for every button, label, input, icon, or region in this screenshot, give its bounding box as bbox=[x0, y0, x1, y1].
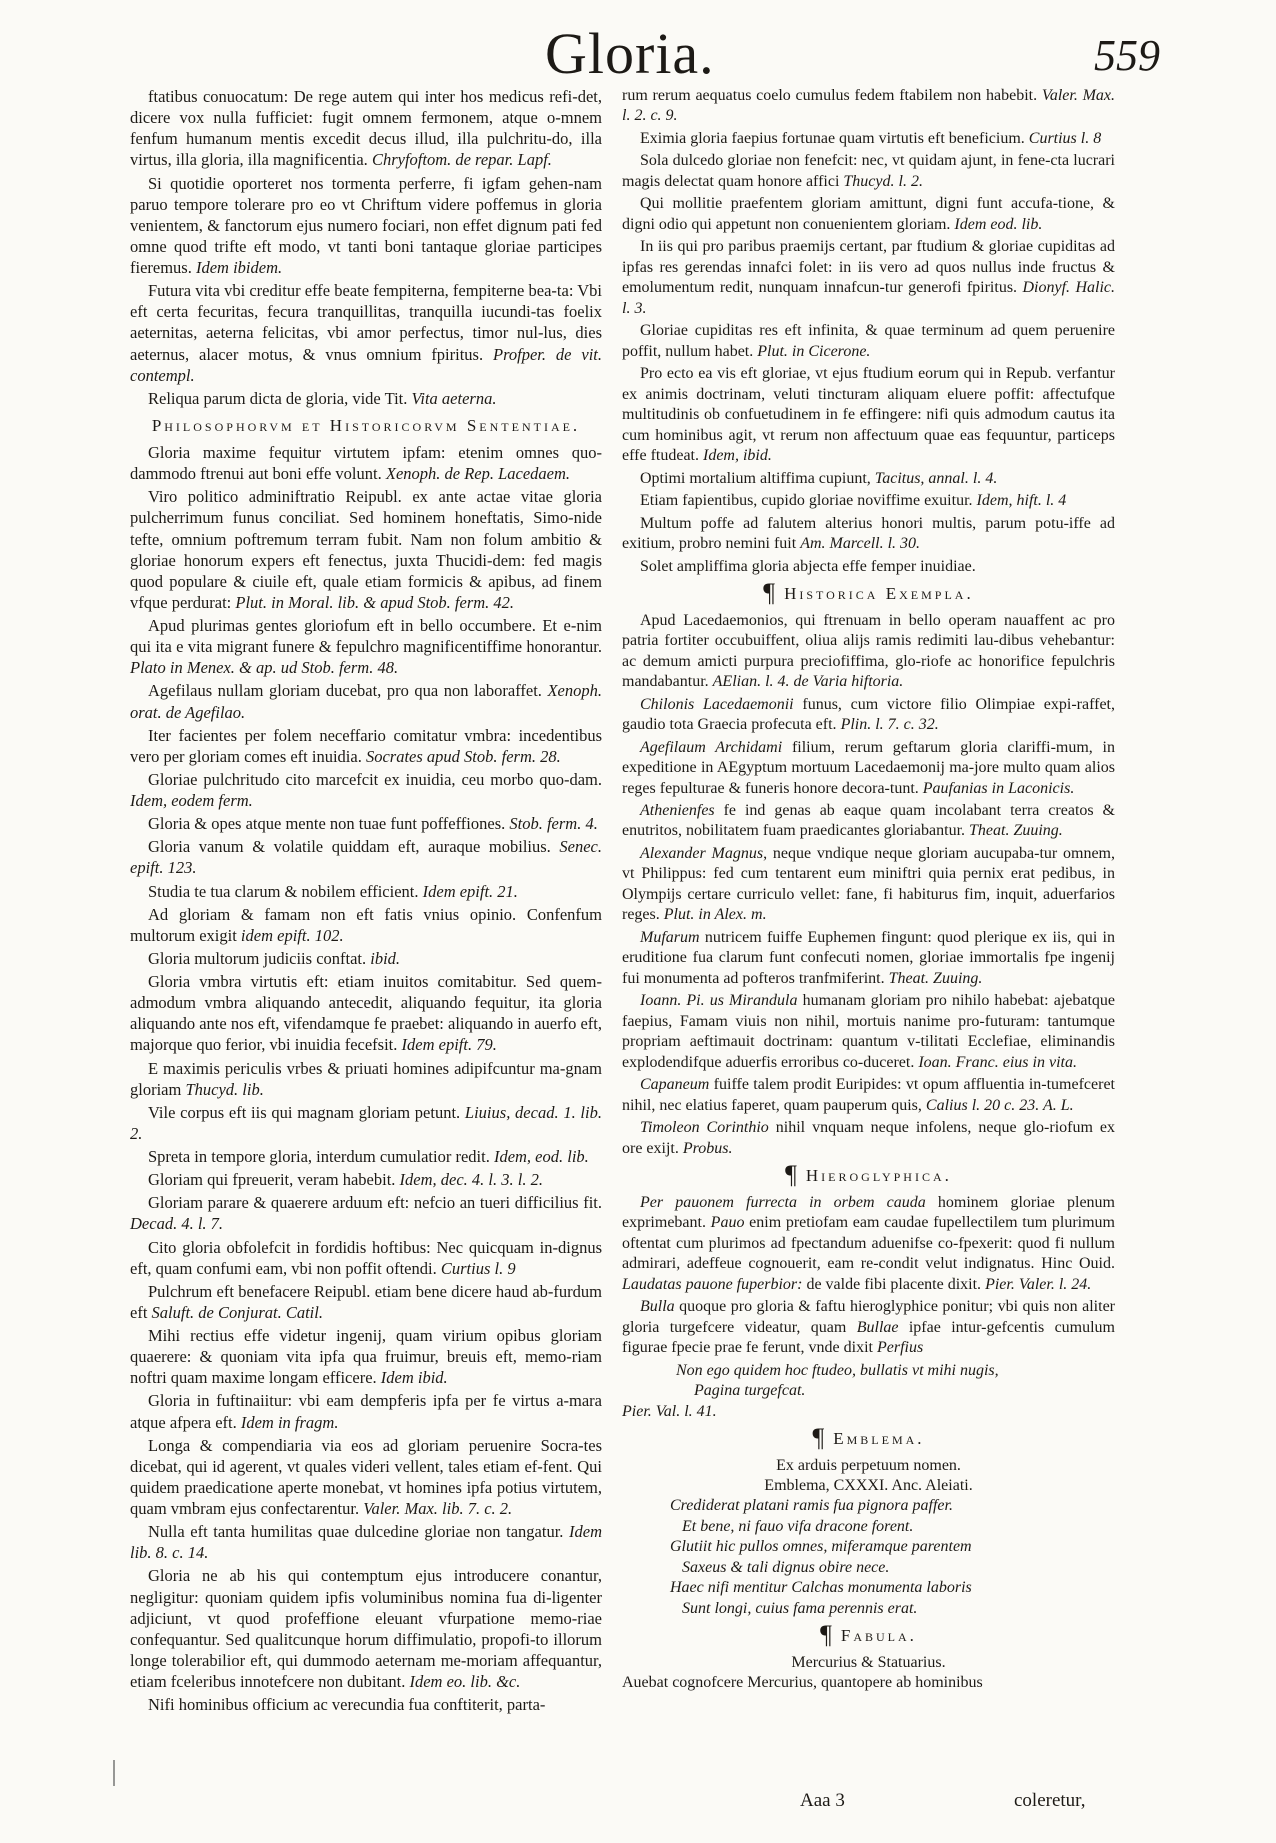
paragraph bbox=[622, 151, 1115, 192]
paragraph-text: de valde fibi placente dixit. bbox=[802, 1275, 986, 1293]
pilcrow-icon: ¶ bbox=[763, 578, 779, 608]
verse-line: Sunt longi, cuius fama perennis erat. bbox=[682, 1599, 918, 1617]
source-citation: Pauo bbox=[710, 1214, 745, 1232]
section-heading bbox=[130, 415, 602, 436]
source-citation: Idem ibid. bbox=[380, 1368, 448, 1388]
section-heading-text: Historica Exempla. bbox=[784, 584, 974, 604]
paragraph bbox=[130, 486, 602, 613]
source-citation: Stob. ferm. 4. bbox=[509, 814, 598, 834]
paragraph bbox=[130, 1058, 602, 1100]
pilcrow-icon: ¶ bbox=[785, 1160, 800, 1190]
source-citation: Senec. epift. 123. bbox=[130, 837, 602, 878]
paragraph-text: Gloriae pulchritudo cito marcefcit ex inuidia, ceu morbo quo-dam. bbox=[148, 769, 602, 789]
paragraph-text: E maximis periculis vrbes & priuati homines adipifcuntur ma-gnam gloriam bbox=[130, 1058, 602, 1099]
centered-line: Mercurius & Statuarius. bbox=[791, 1653, 946, 1671]
paragraph bbox=[130, 280, 602, 386]
source-citation: Curtius l. 8 bbox=[1028, 129, 1102, 147]
italic-name: Chilonis Lacedaemonii bbox=[640, 695, 794, 713]
paragraph bbox=[130, 813, 602, 834]
paragraph-text: fe ind genas ab eaque quam incolabant terra creatos & enutritos, nobilitatem fuam praedicantes gloriabantur. bbox=[622, 801, 1115, 840]
paragraph bbox=[622, 514, 1115, 555]
paragraph bbox=[622, 1193, 1115, 1295]
paragraph-text: Multum poffe ad falutem alterius honori multis, parum potu-iffe ad exitium, probro nemini fuit bbox=[622, 514, 1115, 553]
paragraph-text: nihil vnquam neque infolens, neque glo-riofum ex ore exijt. bbox=[622, 1119, 1115, 1157]
pilcrow-icon: ¶ bbox=[820, 1620, 835, 1650]
source-citation: Ioan. Franc. eius in vita. bbox=[918, 1053, 1077, 1071]
italic-name: Capaneum bbox=[640, 1076, 710, 1094]
source-citation: Calius l. 20 c. 23. A. L. bbox=[925, 1096, 1074, 1114]
paragraph bbox=[622, 194, 1115, 235]
paragraph bbox=[622, 129, 1115, 149]
source-citation: Idem, eod. lib. bbox=[493, 1147, 589, 1166]
source-citation: Dionyf. Halic. l. 3. bbox=[622, 279, 1116, 317]
source-citation: Xenoph. orat. de Agefilao. bbox=[130, 681, 602, 722]
paragraph-text: , neque vndique neque gloriam aucupaba-tur omnem, vt Philippus: fed cum tentarent eum miniftri quia pernix erat pedibus, in Olympijs certare curriculo vellet: fane, fi habiturus fim, inquit, aduerfarios reges. bbox=[622, 844, 1115, 924]
paragraph bbox=[130, 1325, 602, 1388]
source-citation: Idem ibidem. bbox=[195, 258, 283, 277]
paragraph bbox=[622, 1673, 1115, 1693]
paragraph-text: Gloriam qui fpreuerit, veram habebit. bbox=[148, 1170, 400, 1190]
paragraph-text: Solet ampliffima gloria abjecta effe femper inuidiae. bbox=[640, 557, 976, 575]
source-citation: Plut. in Alex. m. bbox=[663, 906, 767, 924]
paragraph bbox=[622, 1118, 1115, 1159]
source-citation: Idem lib. 8. c. 14. bbox=[130, 1522, 602, 1563]
source-citation: Tacitus, annal. l. 4. bbox=[874, 469, 998, 487]
source-citation: Paufanias in Laconicis. bbox=[922, 779, 1075, 797]
paragraph bbox=[130, 725, 602, 767]
paragraph bbox=[130, 388, 602, 409]
source-citation: Idem in fragm. bbox=[240, 1412, 339, 1432]
paragraph bbox=[130, 173, 602, 279]
italic-name: Bulla bbox=[640, 1298, 675, 1316]
source-citation: Thucyd. lib. bbox=[185, 1079, 264, 1099]
source-citation: Valer. Max. l. 2. c. 9. bbox=[622, 87, 1115, 125]
paragraph-text: Spreta in tempore gloria, interdum cumulatior redit. bbox=[148, 1147, 494, 1166]
paragraph-text: quoque pro gloria & faftu hieroglyphice ponitur; vbi quis non aliter gloria turgefcere videatur, quam bbox=[622, 1298, 1115, 1336]
paragraph-text: Cito gloria obfolefcit in fordidis hoftibus: Nec quicquam in-dignus eft, quam confumi eam, vbi non poffit oftendi. bbox=[130, 1237, 602, 1278]
paragraph-text: Gloria maxime fequitur virtutem ipfam: etenim omnes quo-dammodo ftrenui aut boni effe volunt. bbox=[130, 443, 602, 484]
paragraph bbox=[130, 1146, 602, 1167]
source-citation: Vita aeterna. bbox=[411, 388, 497, 408]
source-citation: Plut. in Moral. lib. & apud Stob. ferm. 42. bbox=[235, 592, 515, 612]
paragraph-text: Pro ecto ea vis eft gloriae, vt ejus ftudium eorum qui in Repub. verfantur ex animis doctrinam, veluti tincturam aliquam eluere poffit: affectufque multitudinis ob confuetudinem in fe effingere: nifi quis admodum cautus ita cum hominibus agit, vt rerum non affectuum quae eas fequuntur, particeps effe ftudeat. bbox=[622, 365, 1115, 465]
paragraph-text: ipfae intur-gefcentis cumulum figurae fpecie prae fe ferunt, vnde dixit bbox=[622, 1318, 1116, 1357]
paragraph-text: Studia te tua clarum & nobilem efficient. bbox=[148, 881, 423, 901]
paragraph-text: Gloria ne ab his qui contemptum ejus introducere conantur, negligitur: quoniam quidem ipfis voluminibus nomina fua di-ligenter adjiciunt, vt quod profeffione eleuant vfurpatione memo-riae confequantur. Sed qualitcunque horum diffimulatio, propofi-to illorum longe tolerabilior eft, qui dummodo aeternam me-moriam affequantur, etiam fceleribus innotefcere non dubitant. bbox=[130, 1566, 602, 1691]
paragraph-text: Nifi hominibus officium ac verecundia fua conftiterit, parta- bbox=[148, 1695, 546, 1715]
paragraph-text: Pulchrum eft benefacere Reipubl. etiam bene dicere haud ab-furdum eft bbox=[130, 1281, 602, 1322]
paragraph-text: filium, rerum geftarum gloria clariffi-mum, in expeditione in AEgyptum mortuum Lacedaemonij ma-jore multo quam alios reges fepulturae & funeris honore decora-tunt. bbox=[622, 738, 1115, 797]
paragraph bbox=[130, 1435, 602, 1520]
paragraph-text: Vile corpus eft iis qui magnam gloriam petunt. bbox=[148, 1102, 465, 1122]
section-heading-text: Hieroglyphica. bbox=[805, 1166, 952, 1186]
paragraph bbox=[622, 364, 1115, 466]
paragraph bbox=[130, 836, 602, 878]
paragraph-text: In iis qui pro paribus praemijs certant, par ftudium & gloriae cupiditas ad ipfas res gerendas innafci folet: in iis vero ad quos nullus inde fructus & emolumentum redit, nunquam innafcun-tur generofi fpiritus. bbox=[622, 238, 1115, 297]
paragraph bbox=[130, 1102, 602, 1144]
italic-name: Agefilaum Archidami bbox=[640, 738, 783, 756]
paragraph bbox=[130, 86, 602, 171]
section-heading bbox=[622, 1160, 1115, 1190]
source-citation: ibid. bbox=[370, 948, 401, 968]
source-citation: Bullae bbox=[856, 1318, 899, 1336]
margin-ink-speck bbox=[112, 1758, 116, 1788]
source-citation: Perfius bbox=[876, 1339, 924, 1357]
source-citation: Laudatas pauone fuperbior: bbox=[622, 1275, 803, 1293]
paragraph bbox=[622, 801, 1115, 842]
paragraph-text: Apud Lacedaemonios, qui ftrenuam in bello operam nauaffent ac pro patria fortiter occubuiffent, oliua alijs ramis redimiti lau-dibus vehebantur: ac demum amicti purpura preciofiffima, glo-riofe ac honorifice fepulchris mandabantur. bbox=[622, 611, 1115, 691]
pilcrow-icon: ¶ bbox=[812, 1423, 828, 1453]
source-citation: Theat. Zuuing. bbox=[888, 969, 983, 987]
paragraph bbox=[130, 1694, 602, 1715]
source-citation: Idem epift. 21. bbox=[422, 881, 518, 901]
paragraph-text: Agefilaus nullam gloriam ducebat, pro qua non laboraffet. bbox=[148, 681, 548, 701]
paragraph bbox=[130, 680, 602, 722]
paragraph-text: Gloria multorum judiciis conftat. bbox=[148, 948, 371, 968]
paragraph-text: Ad gloriam & famam non eft fatis vnius opinio. Confenfum multorum exigit bbox=[130, 904, 602, 945]
source-citation: Thucyd. l. 2. bbox=[843, 172, 923, 190]
paragraph bbox=[130, 971, 602, 1056]
paragraph bbox=[130, 1281, 602, 1323]
paragraph bbox=[130, 904, 602, 946]
section-heading bbox=[622, 1423, 1115, 1453]
paragraph bbox=[622, 738, 1115, 799]
source-citation: Theat. Zuuing. bbox=[969, 822, 1063, 840]
source-citation: Liuius, decad. 1. lib. 2. bbox=[130, 1102, 602, 1143]
paragraph-text: Gloriam parare & quaerere arduum eft: nefcio an tueri difficilius fit. bbox=[148, 1193, 602, 1213]
paragraph bbox=[622, 1402, 1115, 1422]
paragraph-text: Optimi mortalium altiffima cupiunt, bbox=[640, 469, 875, 487]
paragraph bbox=[622, 237, 1115, 319]
verse-line: Saxeus & tali dignus obire nece. bbox=[682, 1558, 890, 1576]
paragraph bbox=[130, 1565, 602, 1692]
paragraph-text: rum rerum aequatus coelo cumulus fedem ftabilem non habebit. bbox=[622, 87, 1042, 104]
paragraph-text: Gloria vanum & volatile quiddam eft, auraque mobilius. bbox=[148, 837, 560, 857]
paragraph bbox=[130, 442, 602, 484]
source-citation: Valer. Max. lib. 7. c. 2. bbox=[363, 1499, 513, 1518]
italic-name: Timoleon Corinthio bbox=[640, 1119, 769, 1137]
paragraph-text: funus, cum victore filio Olimpiae expi-raffet, gaudio tota Graecia profecuta eft. bbox=[622, 695, 1115, 734]
paragraph-text: Eximia gloria faepius fortunae quam virtutis eft beneficium. bbox=[640, 129, 1029, 147]
source-citation: Plin. l. 7. c. 32. bbox=[840, 716, 939, 734]
centered-line: Emblema, CXXXI. Anc. Aleiati. bbox=[764, 1477, 973, 1494]
source-citation: Decad. 4. l. 7. bbox=[130, 1214, 224, 1234]
quoted-verse-line: Pagina turgefcat. bbox=[694, 1382, 806, 1400]
italic-name: Ioann. Pi. us Mirandula bbox=[640, 992, 798, 1010]
paragraph bbox=[130, 1237, 602, 1279]
paragraph-text: ftatibus conuocatum: De rege autem qui inter hos medicus refi-det, dicere vox nulla fufficiet: fugit omnem fermonem, atque o-mnem fenfum humanum mentis excedit decus illud, illa pulchritu-do, illa virtus, illa gloria, illa magnificentia. bbox=[130, 87, 602, 170]
italic-name: Athenienfes bbox=[640, 801, 715, 819]
signature-mark: Aaa 3 bbox=[800, 1790, 845, 1811]
source-citation: Idem, hift. l. 4 bbox=[976, 492, 1067, 510]
right-column bbox=[622, 86, 1115, 1696]
source-citation: Plut. in Cicerone. bbox=[757, 342, 871, 360]
paragraph-text: enim pretiofam eam caudae fupellectilem tum plurimum oftentat cum plurimos ad fpectandum aduenifse co-fpexerit: quod fi nullum admirari, adeffeue cognouerit, eam re-condit velut indignatus. Hinc Ouid. bbox=[622, 1214, 1115, 1273]
italic-name: Alexander Magnus bbox=[640, 844, 764, 862]
source-citation: Idem eod. lib. bbox=[954, 215, 1043, 233]
paragraph-text: Viro politico adminiftratio Reipubl. ex ante actae vitae gloria pulcherrimum funus conciliat. Sed hominem honeftatis, Simo-nide tefte, omnium poftremum terram fubit. Nam non folum ambitio & gloriae honorum expers eft fenectus, juxta Thucidi-dem: fed magis quod populare & ciuile eft, quale etiam formicis & apibus, ad finem vfque perdurat: bbox=[130, 487, 602, 612]
source-citation: Idem, eodem ferm. bbox=[130, 791, 253, 810]
paragraph-text: Gloriae cupiditas res eft infinita, & quae terminum ad quem peruenire poffit, nullum habet. bbox=[622, 322, 1115, 360]
paragraph bbox=[622, 928, 1115, 989]
paragraph-text: Longa & compendiaria via eos ad gloriam peruenire Socra-tes dicebat, qui id agerent, vt quales videri vellent, tales etiam ef-fent. Qui quidem praedicatione aperte monebat, vt homines ipfa potius virtutem, quam vmbram ejus confectarentur. bbox=[130, 1435, 602, 1518]
page-footer bbox=[0, 1790, 1276, 1820]
source-citation: Saluft. de Conjurat. Catil. bbox=[151, 1302, 323, 1322]
paragraph-text: Futura vita vbi creditur effe beate fempiterna, fempiterne bea-ta: Vbi eft certa fecuritas, fecura tranquillitas, tranquilla iucundi-tas foelix aeternitas, aeterna felicitas, vbi amor perfectus, timor nul-lus, dies aeternus, alacer motus, & vnus omnium fpiritus. bbox=[130, 281, 602, 364]
page-number: 559 bbox=[1094, 31, 1160, 80]
centered-line: Ex arduis perpetuum nomen. bbox=[776, 1456, 961, 1474]
paragraph-text: Gloria in fuftinaiitur: vbi eam dempferis ipfa per fe virtus a-mara atque afpera eft. bbox=[130, 1391, 602, 1432]
source-citation: Pier. Val. l. 41. bbox=[622, 1402, 717, 1420]
verse-line: Crediderat platani ramis fua pignora paffer. bbox=[670, 1497, 953, 1515]
paragraph bbox=[622, 1075, 1115, 1116]
paragraph-text: hominem gloriae plenum exprimebant. bbox=[622, 1193, 1115, 1232]
paragraph-text: Auebat cognofcere Mercurius, quantopere ab hominibus bbox=[622, 1674, 983, 1692]
source-citation: Am. Marcell. l. 30. bbox=[800, 535, 921, 553]
source-citation: Idem epift. 79. bbox=[401, 1035, 497, 1055]
source-citation: Idem, ibid. bbox=[703, 447, 772, 465]
paragraph-text: Reliqua parum dicta de gloria, vide Tit. bbox=[148, 388, 412, 408]
paragraph-text: Si quotidie oporteret nos tormenta perferre, fi igfam gehen-nam paruo tempore tolerare pro eo vt Chriftum videre poffemus in gloria venientem, & fanctorum ejus numero fociari, non effet dignum pati fed omne quod trifte eft modo, vt tanti boni tantaque gloriae participes fieremus. bbox=[130, 173, 602, 277]
paragraph-text: nutricem fuiffe Euphemen fingunt: quod plerique ex iis, qui in eruditione fua clarum funt confecuti nomen, gloriae immortalis fpe ingenij fui monumenta ad pofteros tranfmiferint. bbox=[622, 928, 1115, 987]
paragraph bbox=[622, 991, 1115, 1073]
paragraph-text: Apud plurimas gentes gloriofum eft in bello occumbere. Et e-nim qui ita e vita migrant funere & fepulchro magnificentiffime honorantur. bbox=[130, 616, 602, 657]
italic-name: Mufarum bbox=[640, 928, 700, 946]
paragraph bbox=[130, 948, 602, 969]
verse-line: Glutiit hic pullos omnes, miferamque parentem bbox=[670, 1538, 972, 1556]
verse-line: Et bene, ni fauo vifa dracone forent. bbox=[682, 1517, 914, 1535]
paragraph-text: Gloria & opes atque mente non tuae funt poffeffiones. bbox=[148, 814, 510, 834]
quoted-verse-line: Non ego quidem hoc ftudeo, bullatis vt mihi nugis, bbox=[676, 1361, 999, 1379]
paragraph bbox=[130, 1390, 602, 1432]
catchword: coleretur, bbox=[1014, 1790, 1086, 1811]
paragraph bbox=[622, 844, 1115, 926]
source-citation: Curtius l. 9 bbox=[440, 1258, 516, 1278]
paragraph-text: Nulla eft tanta humilitas quae dulcedine gloriae non tangatur. bbox=[148, 1522, 570, 1542]
section-heading bbox=[622, 578, 1115, 608]
source-citation: Pier. Valer. l. 24. bbox=[985, 1275, 1092, 1293]
italic-name: Per pauonem furrecta in orbem cauda bbox=[640, 1193, 926, 1211]
source-citation: AElian. l. 4. de Varia hiftoria. bbox=[712, 673, 904, 691]
paragraph bbox=[130, 769, 602, 811]
paragraph bbox=[622, 695, 1115, 736]
running-head bbox=[0, 18, 1276, 90]
paragraph bbox=[130, 1192, 602, 1234]
paragraph bbox=[130, 1169, 602, 1190]
verse-line: Haec nifi mentitur Calchas monumenta laboris bbox=[670, 1579, 972, 1597]
source-citation: Chryfoftom. de repar. Lapf. bbox=[371, 150, 552, 170]
paragraph bbox=[622, 321, 1115, 362]
paragraph-text: Gloria vmbra virtutis eft: etiam inuitos comitabitur. Sed quem-admodum vmbra aliquando antecedit, aliquando fequitur, ita gloria aliquando ante nos eft, vifendamque fe praebet: aliquando in auerfo eft, majorque quo ferior, vbi inuidia fecefsit. bbox=[130, 972, 602, 1055]
paragraph-text: Qui mollitie praefentem gloriam amittunt, digni funt accufa-tione, & digni odio qui appetunt non conuenientem gloriam. bbox=[622, 195, 1115, 233]
section-heading-text: Fabula. bbox=[840, 1626, 917, 1646]
paragraph bbox=[130, 615, 602, 678]
paragraph bbox=[622, 1297, 1115, 1358]
section-heading-text: Emblema. bbox=[833, 1429, 925, 1449]
section-heading bbox=[622, 1620, 1115, 1650]
paragraph bbox=[622, 557, 1115, 577]
source-citation: Idem eo. lib. &c. bbox=[409, 1672, 521, 1691]
source-citation: Xenoph. de Rep. Lacedaem. bbox=[385, 464, 571, 484]
paragraph-text: fuiffe talem prodit Euripides: vt opum affluentia in-tumefceret nihil, nec elatius faperet, quam pauperum quis, bbox=[622, 1076, 1115, 1114]
page-title: Gloria. bbox=[545, 21, 715, 86]
paragraph bbox=[622, 86, 1115, 127]
paragraph bbox=[622, 491, 1115, 511]
paragraph-text: Mihi rectius effe videtur ingenij, quam virium opibus gloriam quaerere: & quoniam vita ipfa qua fruimur, breuis eft, memo-riam noftri quam maxime longam efficere. bbox=[130, 1326, 602, 1388]
section-heading-text: Philosophorvm et Historicorvm Sententiae. bbox=[151, 415, 581, 435]
source-citation: Profper. de vit. contempl. bbox=[130, 344, 602, 385]
source-citation: Plato in Menex. & ap. ud Stob. ferm. 48. bbox=[130, 658, 399, 678]
paragraph bbox=[622, 469, 1115, 489]
paragraph-text: humanam gloriam pro nihilo habebat: ajebatque faepius, Famam viuis non nihil, mortuis nanime pro-futuram: tantumque propriam aeftimauit doctrinam: quantum v-tilitati Ecclefiae, eliminandis explodendifque aduerfis erroribus co-duceret. bbox=[622, 992, 1116, 1071]
left-column bbox=[130, 86, 602, 1717]
paragraph-text: Iter facientes per folem neceffario comitatur vmbra: incedentibus vero per gloriam comes eft inuidia. bbox=[130, 725, 602, 766]
paragraph-text: Etiam fapientibus, cupido gloriae noviffime exuitur. bbox=[640, 492, 977, 510]
source-citation: Probus. bbox=[682, 1139, 733, 1157]
paragraph bbox=[130, 1521, 602, 1563]
source-citation: Socrates apud Stob. ferm. 28. bbox=[365, 746, 561, 766]
paragraph bbox=[130, 881, 602, 902]
source-citation: idem epift. 102. bbox=[240, 925, 344, 945]
paragraph bbox=[622, 611, 1115, 693]
paragraph-text: Sola dulcedo gloriae non fenefcit: nec, vt quidam ajunt, in fene-cta lucrari magis delectat quam honore affici bbox=[622, 152, 1115, 190]
source-citation: Idem, dec. 4. l. 3. l. 2. bbox=[399, 1170, 543, 1190]
